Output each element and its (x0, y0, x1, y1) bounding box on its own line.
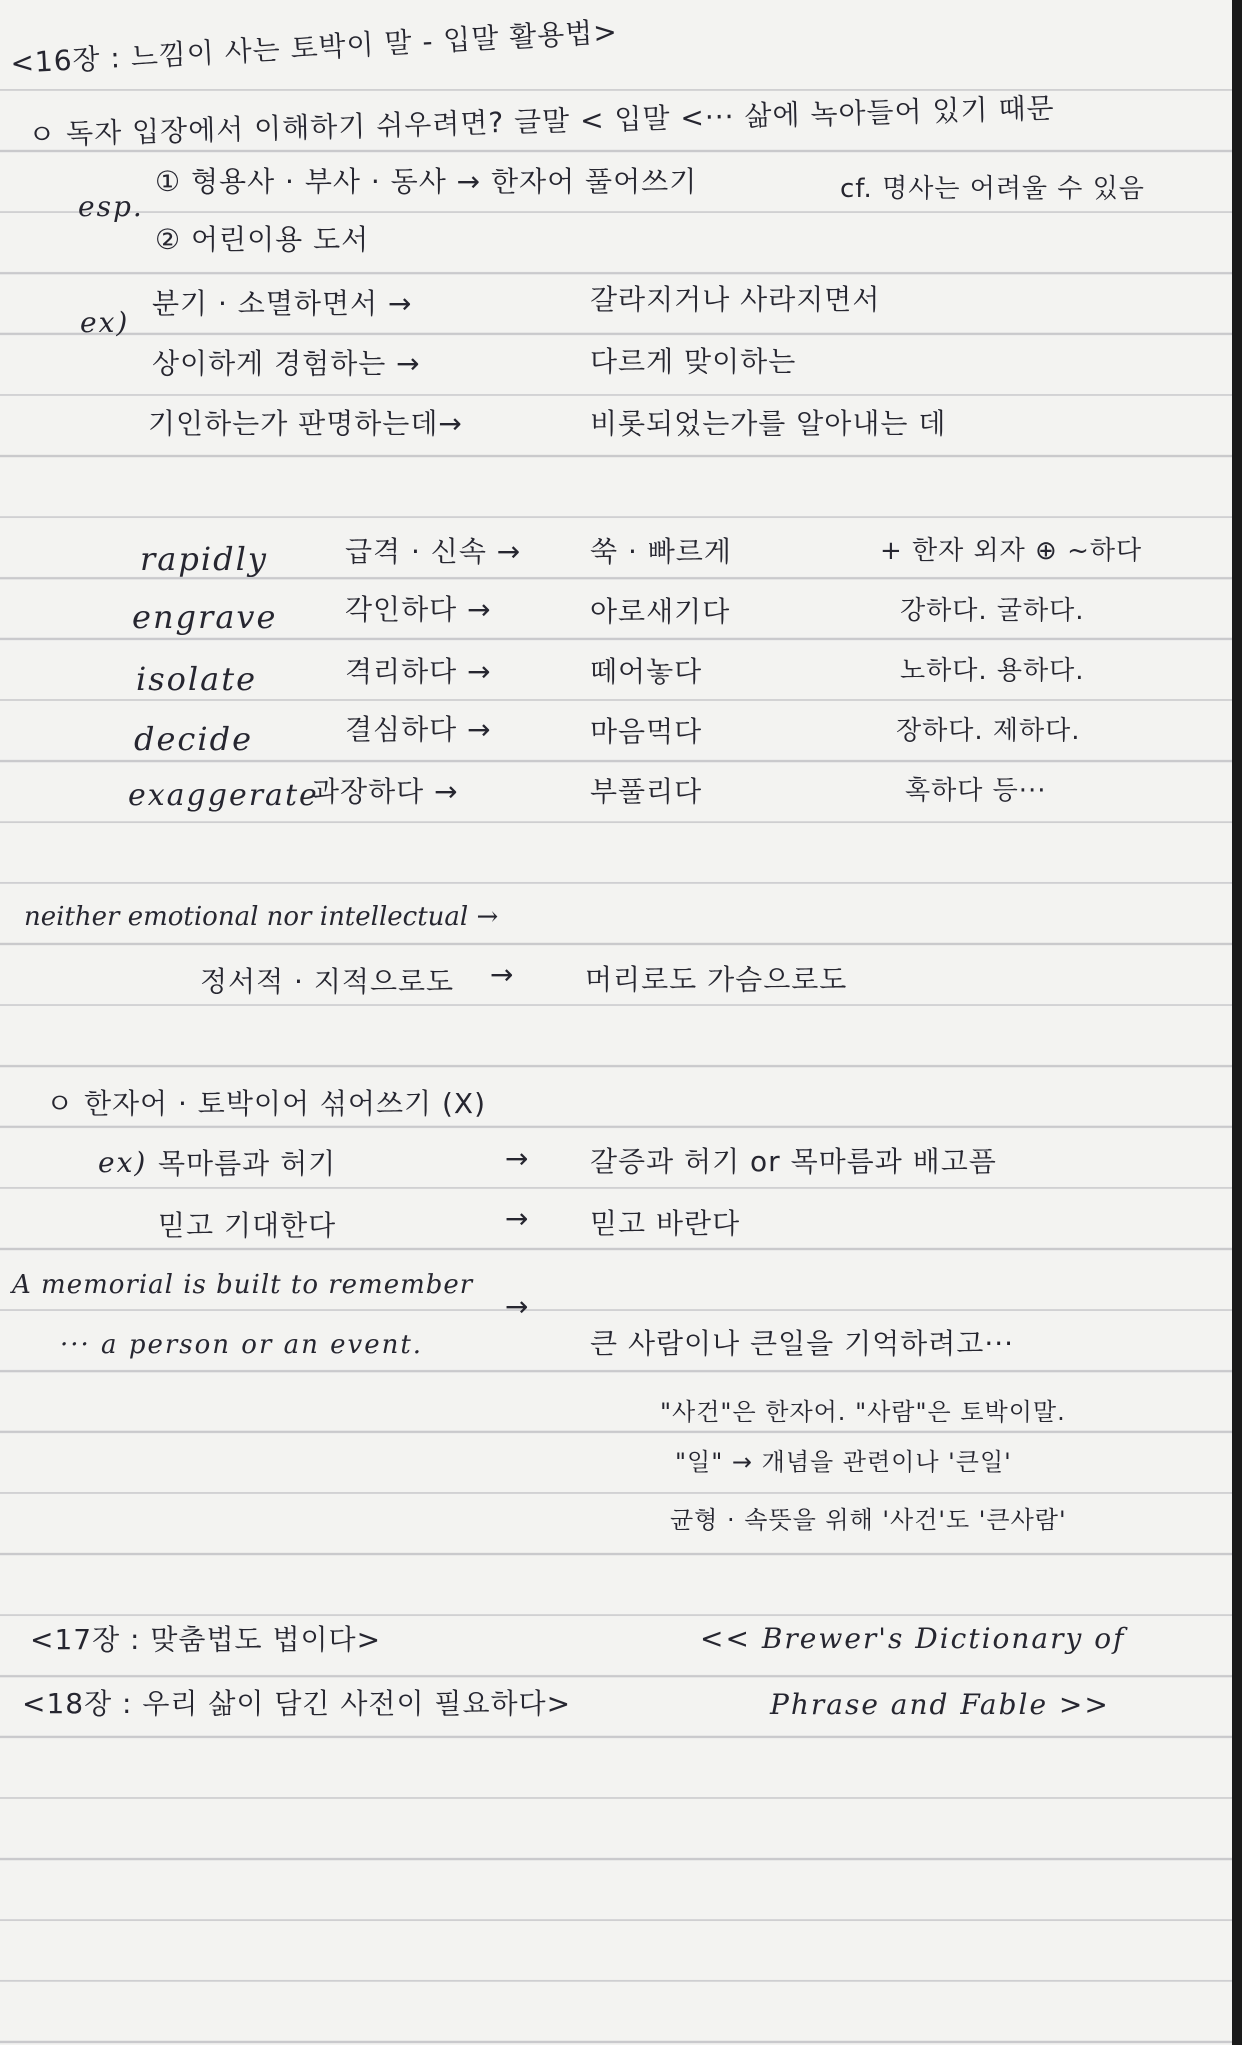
vocab-hanja: 과장하다 → (312, 775, 459, 808)
vocab-note: 강하다. 굴하다. (900, 596, 1085, 626)
chapter-16-heading: <16장 : 느낌이 사는 토박이 말 - 입말 활용법> (9, 15, 619, 80)
brewer-line-2: Phrase and Fable >> (770, 1688, 1110, 1721)
brewer-line-1: << Brewer's Dictionary of (700, 1622, 1126, 1655)
esp-item-2: ② 어린이용 도서 (155, 223, 370, 256)
memorial-note-3: 균형 · 속뜻을 위해 '사건'도 '큰사람' (670, 1506, 1067, 1534)
vocab-note: 장하다. 제하다. (896, 716, 1081, 746)
vocab-english: exaggerate (128, 778, 319, 813)
vocab-note: 혹하다 등··· (905, 776, 1047, 806)
mix-ex-label: ex) (98, 1146, 148, 1179)
ex3-left: 기인하는가 판명하는데→ (148, 407, 463, 440)
ex2-right: 다르게 맞이하는 (590, 345, 797, 378)
vocab-note: + 한자 외자 ⊕ ~하다 (880, 536, 1143, 566)
ex1-label: ex) (80, 306, 130, 339)
mix-ex2-left: 믿고 기대한다 (158, 1209, 337, 1242)
chapter-18-heading: <18장 : 우리 삶이 담긴 사전이 필요하다> (22, 1687, 572, 1720)
vocab-native: 떼어놓다 (590, 655, 703, 688)
vocab-native: 부풀리다 (590, 775, 703, 808)
vocab-note: 노하다. 용하다. (900, 656, 1085, 686)
phrase-native: 머리로도 가슴으로도 (585, 963, 848, 996)
vocab-english: decide (134, 720, 253, 758)
phrase-hanja: 정서적 · 지적으로도 (200, 965, 455, 998)
memorial-note-2: "일" → 개념을 관련이나 '큰일' (675, 1448, 1012, 1476)
ex1-right: 갈라지거나 사라지면서 (590, 283, 881, 316)
chapter-17-heading: <17장 : 맞춤법도 법이다> (30, 1623, 382, 1656)
mix-ex2-arrow: → (505, 1202, 530, 1235)
memorial-korean: 큰 사람이나 큰일을 기억하려고··· (590, 1327, 1015, 1360)
memorial-arrow: → (505, 1290, 530, 1323)
memorial-note-1: "사건"은 한자어. "사람"은 토박이말. (660, 1398, 1066, 1426)
reader-view-line: ㅇ 독자 입장에서 이해하기 쉬우려면? 글말 < 입말 <··· 삶에 녹아들어 있기 때문 (27, 91, 1055, 152)
vocab-english: rapidly (140, 540, 268, 578)
vocab-native: 쑥 · 빠르게 (590, 535, 732, 568)
memorial-english-line-1: A memorial is built to remember (12, 1270, 474, 1300)
ex3-right: 비롯되었는가를 알아내는 데 (590, 407, 947, 440)
vocab-hanja: 격리하다 → (345, 655, 492, 688)
esp-cf-note: cf. 명사는 어려울 수 있음 (840, 174, 1145, 204)
mix-ex1-right: 갈증과 허기 or 목마름과 배고픔 (590, 1145, 997, 1178)
phrase-arrow: → (490, 958, 515, 991)
mix-ex2-right: 믿고 바란다 (590, 1207, 741, 1240)
vocab-hanja: 결심하다 → (345, 713, 492, 746)
phrase-english: neither emotional nor intellectual → (24, 902, 499, 932)
mixing-rule: ㅇ 한자어 · 토박이어 섞어쓰기 (X) (46, 1087, 487, 1120)
page-edge (1232, 0, 1242, 2045)
esp-label: esp. (78, 190, 144, 223)
vocab-english: isolate (136, 660, 258, 698)
esp-item-1: ① 형용사 · 부사 · 동사 → 한자어 풀어쓰기 (155, 165, 698, 198)
vocab-native: 마음먹다 (590, 715, 703, 748)
vocab-hanja: 각인하다 → (345, 593, 492, 626)
ex1-left: 분기 · 소멸하면서 → (152, 287, 413, 320)
mix-ex1-left: 목마름과 허기 (158, 1147, 337, 1180)
ex2-left: 상이하게 경험하는 → (152, 347, 421, 380)
memorial-english-line-2: ··· a person or an event. (60, 1330, 424, 1360)
vocab-hanja: 급격 · 신속 → (345, 535, 522, 568)
mix-ex1-arrow: → (505, 1142, 530, 1175)
vocab-english: engrave (132, 598, 278, 636)
vocab-native: 아로새기다 (590, 595, 731, 628)
